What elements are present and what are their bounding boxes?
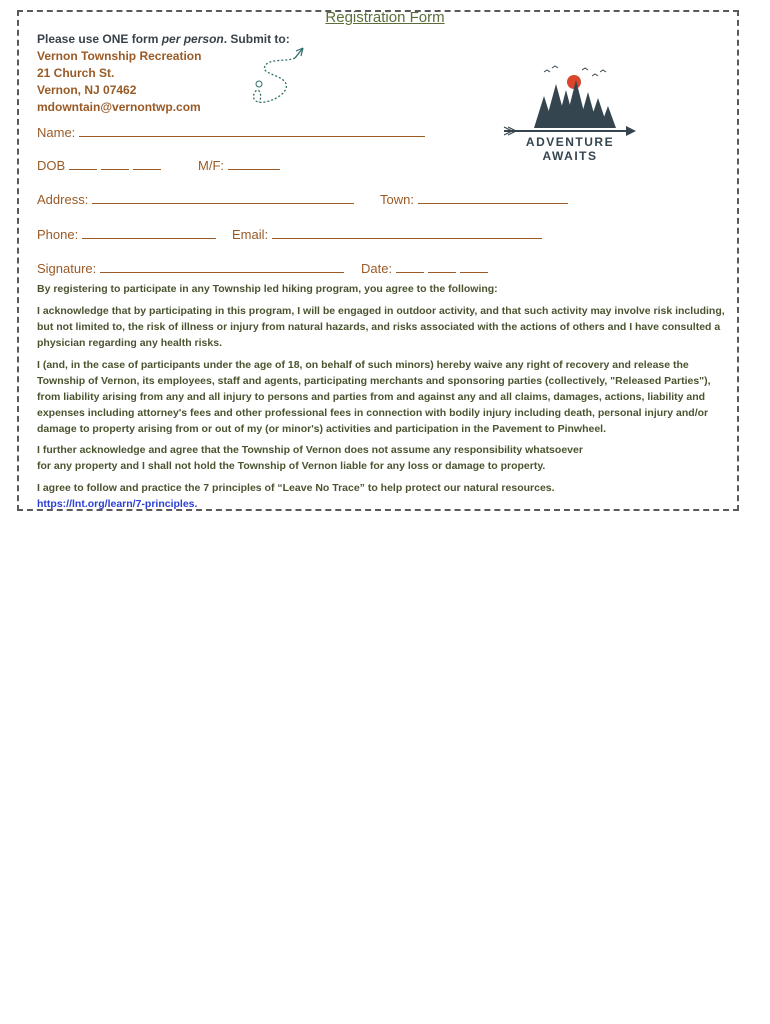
- form-title: Registration Form: [325, 9, 445, 26]
- leave-no-trace-text: I agree to follow and practice the 7 principles of “Leave No Trace” to help protect our natural resources.: [37, 482, 555, 494]
- address-line-1: Vernon Township Recreation: [37, 49, 202, 63]
- date-label: Date:: [361, 261, 393, 276]
- date-year-line[interactable]: [460, 260, 488, 273]
- adventure-awaits-logo: [500, 62, 640, 166]
- town-label: Town:: [380, 192, 414, 207]
- signature-field[interactable]: [37, 260, 344, 276]
- phone-field[interactable]: [37, 226, 216, 242]
- dob-label: DOB: [37, 158, 66, 173]
- leave-no-trace: [37, 480, 737, 512]
- phone-input-line[interactable]: [82, 226, 216, 239]
- signature-label: Signature:: [37, 261, 97, 276]
- dob-year-line[interactable]: [133, 157, 161, 170]
- address-field[interactable]: [37, 191, 354, 207]
- phone-label: Phone:: [37, 227, 79, 242]
- dob-month-line[interactable]: [69, 157, 97, 170]
- property-disclaimer-line-2: for any property and I shall not hold the Township of Vernon liable for any loss or damage to property.: [37, 460, 546, 472]
- logo-text-adventure: ADVENTURE: [525, 135, 615, 149]
- date-field[interactable]: [361, 260, 492, 276]
- signature-input-line[interactable]: [100, 260, 344, 273]
- town-field[interactable]: [380, 191, 568, 207]
- dob-day-line[interactable]: [101, 157, 129, 170]
- property-disclaimer: [37, 442, 737, 474]
- leave-no-trace-link[interactable]: https://lnt.org/learn/7-principles.: [37, 498, 198, 510]
- address-line-2: 21 Church St.: [37, 66, 115, 80]
- date-month-line[interactable]: [396, 260, 424, 273]
- gender-field[interactable]: [198, 157, 280, 173]
- property-disclaimer-line-1: I further acknowledge and agree that the Township of Vernon does not assume any responsibility whatsoever: [37, 444, 583, 456]
- risk-acknowledgement: I acknowledge that by participating in this program, I will be engaged in outdoor activity, and that such activity may involve risk including, but not limited to, the risk of illness or injury from natural hazards, and risks associated with the actions of others and I have consulted a physician regarding any health risks.: [37, 305, 725, 349]
- liability-waiver: I (and, in the case of participants under the age of 18, on behalf of such minors) hereby waive any right of recovery and release the Township of Vernon, its employees, staff and agents, participating merchants and sponsoring parties (collectively, "Released Parties"), from liability arising from any and all injury to persons and parties from and against any and all claims, damages, actions, liability and expenses including attorney's fees and other professional fees in connection with bodily injury including death, personal injury and/or damage to property arising from or out of my (or minor's) activities and participation in the Pavement to Pinwheel.: [37, 359, 711, 435]
- trail-route-icon: [247, 44, 309, 112]
- logo-text-awaits: AWAITS: [542, 149, 598, 163]
- address-line-3: Vernon, NJ 07462: [37, 83, 137, 97]
- agreement-intro: By registering to participate in any Township led hiking program, you agree to the following:: [37, 283, 498, 295]
- contact-email[interactable]: mdowntain@vernontwp.com: [37, 100, 201, 114]
- address-input-line[interactable]: [92, 191, 354, 204]
- email-field[interactable]: [232, 226, 542, 242]
- intro-line: Please use ONE form per person. Submit to:: [37, 32, 290, 46]
- gender-input-line[interactable]: [228, 157, 280, 170]
- gender-label: M/F:: [198, 158, 224, 173]
- address-label: Address:: [37, 192, 89, 207]
- date-day-line[interactable]: [428, 260, 456, 273]
- dob-field[interactable]: [37, 157, 165, 173]
- name-label: Name:: [37, 125, 76, 140]
- town-input-line[interactable]: [418, 191, 568, 204]
- name-input-line[interactable]: [79, 124, 425, 137]
- email-label: Email:: [232, 227, 269, 242]
- email-input-line[interactable]: [272, 226, 542, 239]
- name-field[interactable]: [37, 124, 425, 140]
